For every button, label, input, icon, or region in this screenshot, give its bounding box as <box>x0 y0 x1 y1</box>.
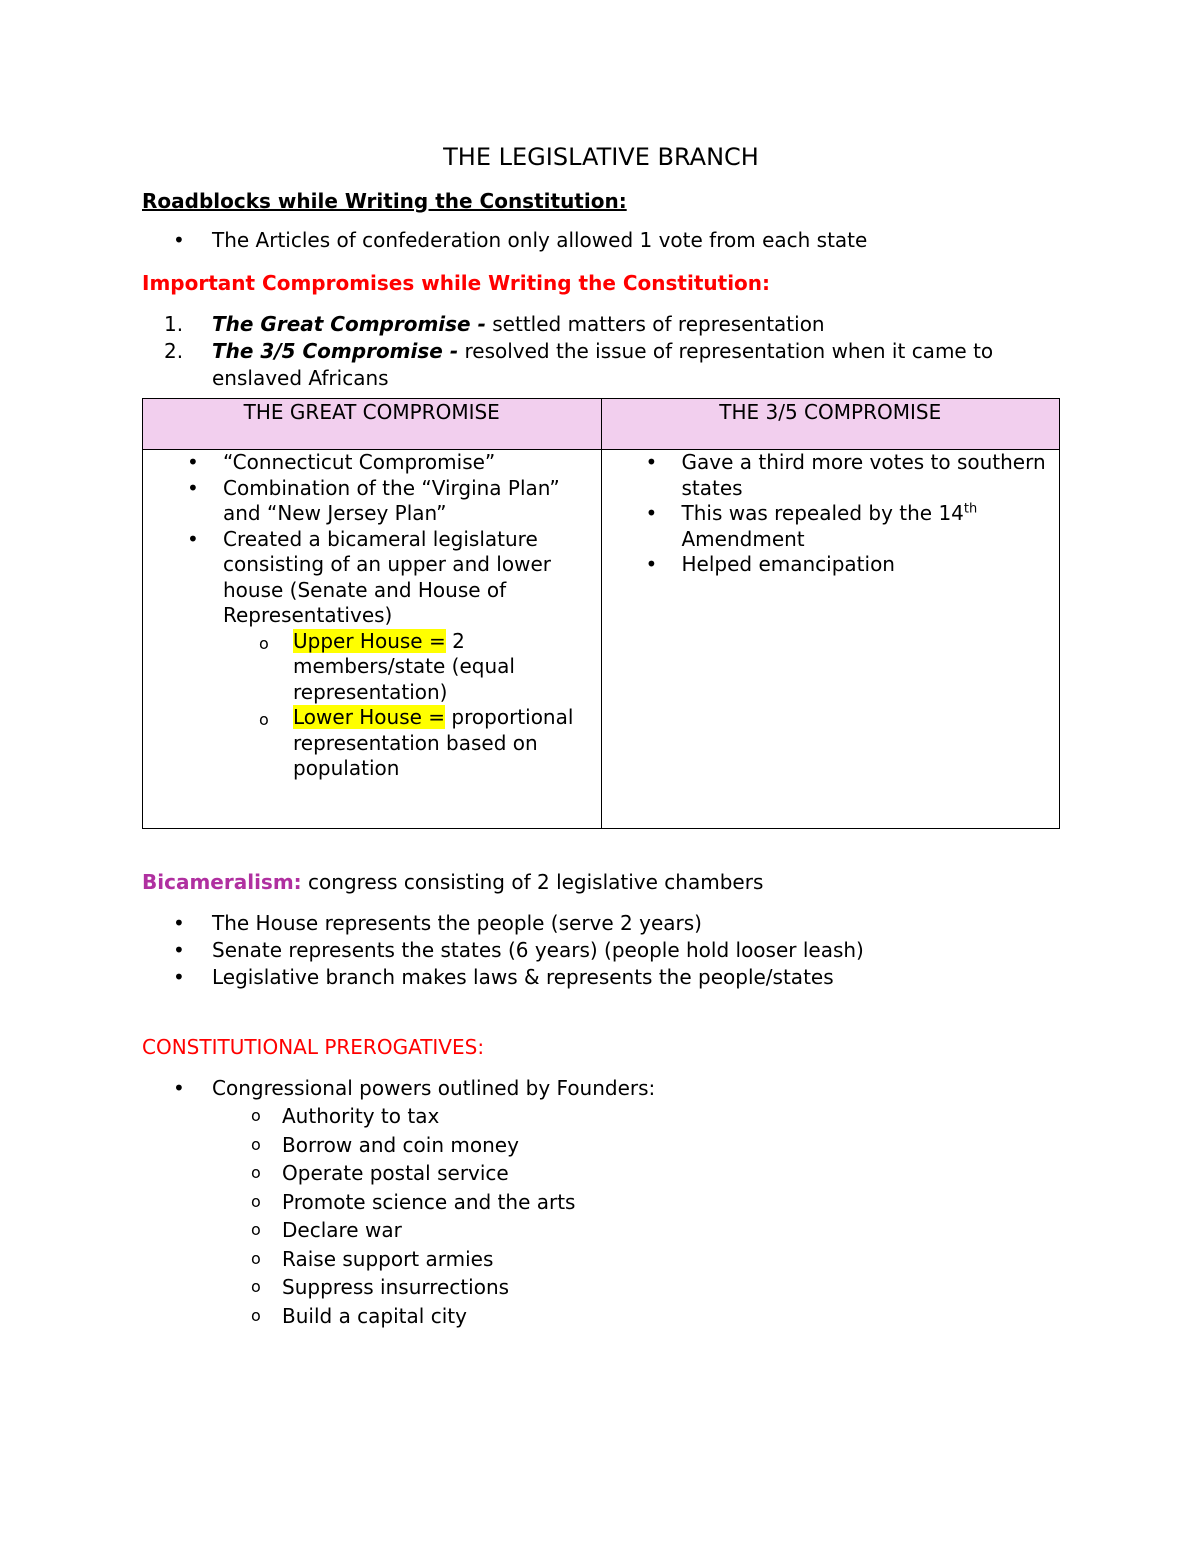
roadblocks-list <box>142 227 1060 254</box>
table-cell-three-fifths <box>601 450 1060 829</box>
list-item: • Created a bicameral legislature consisting of an upper and lower house (Senate and House of Representatives) <box>143 527 601 629</box>
list-item: • Legislative branch makes laws & represents the people/states <box>142 964 1060 991</box>
lower-house-text: proportional representation based on population <box>293 705 574 780</box>
list-item: • The House represents the people (serve 2 years) <box>142 910 1060 937</box>
list-item <box>143 705 601 782</box>
list-item: o Promote science and the arts <box>142 1188 1060 1217</box>
lower-house-label: Lower House = <box>293 705 446 729</box>
list-item: • The Articles of confederation only allowed 1 vote from each state <box>142 227 1060 254</box>
list-item <box>142 338 1060 392</box>
document-page <box>142 138 1060 1330</box>
list-item: • Senate represents the states (6 years) (people hold looser leash) <box>142 937 1060 964</box>
compromise-name: The 3/5 Compromise - <box>212 339 459 363</box>
compromise-desc: resolved the issue of representation when it came to enslaved Africans <box>212 339 994 390</box>
list-item: o Raise support armies <box>142 1245 1060 1274</box>
bicameralism-list <box>142 910 1060 991</box>
list-number: 2. <box>164 339 184 363</box>
bicameralism-term: Bicameralism: <box>142 870 302 894</box>
table-header-three-fifths: THE 3/5 COMPROMISE <box>601 399 1060 450</box>
list-item: • Gave a third more votes to southern states <box>602 450 1060 501</box>
amendment-text: Amendment <box>681 526 805 551</box>
compromise-name: The Great Compromise - <box>212 312 486 336</box>
list-item: o Suppress insurrections <box>142 1273 1060 1302</box>
upper-house-text: 2 members/state (equal representation) <box>293 628 515 704</box>
prerogatives-list <box>142 1075 1060 1102</box>
list-item: • “Connecticut Compromise” <box>143 450 601 476</box>
prerogatives-heading: CONSTITUTIONAL PREROGATIVES: <box>142 1035 485 1059</box>
list-item: o Build a capital city <box>142 1302 1060 1331</box>
list-item: • Helped emancipation <box>602 552 1060 578</box>
table-header-great-compromise: THE GREAT COMPROMISE <box>143 399 602 450</box>
upper-house-label: Upper House = <box>293 628 446 653</box>
list-item: o Declare war <box>142 1216 1060 1245</box>
list-item: o Borrow and coin money <box>142 1131 1060 1160</box>
page-title: THE LEGISLATIVE BRANCH <box>443 143 759 171</box>
bicameralism-def: congress consisting of 2 legislative chambers <box>301 870 764 894</box>
compromise-table <box>142 398 1060 829</box>
compromise-desc: settled matters of representation <box>485 312 825 336</box>
compromises-heading: Important Compromises while Writing the Constitution: <box>142 271 771 295</box>
bicameralism-definition <box>142 869 1060 896</box>
compromises-list <box>142 311 1060 392</box>
list-number: 1. <box>164 312 184 336</box>
list-item: o Authority to tax <box>142 1102 1060 1131</box>
list-item: • Congressional powers outlined by Founders: <box>142 1075 1060 1102</box>
list-item <box>602 501 1060 552</box>
table-cell-great-compromise <box>143 450 602 829</box>
list-item <box>142 311 1060 338</box>
list-item <box>143 629 601 706</box>
list-item: • Combination of the “Virgina Plan” and “New Jersey Plan” <box>143 476 601 527</box>
powers-list <box>142 1102 1060 1330</box>
list-item: o Operate postal service <box>142 1159 1060 1188</box>
repeal-text: This was repealed by the 14 <box>681 501 964 525</box>
superscript: th <box>963 501 978 517</box>
roadblocks-heading: Roadblocks while Writing the Constitution: <box>142 189 627 213</box>
